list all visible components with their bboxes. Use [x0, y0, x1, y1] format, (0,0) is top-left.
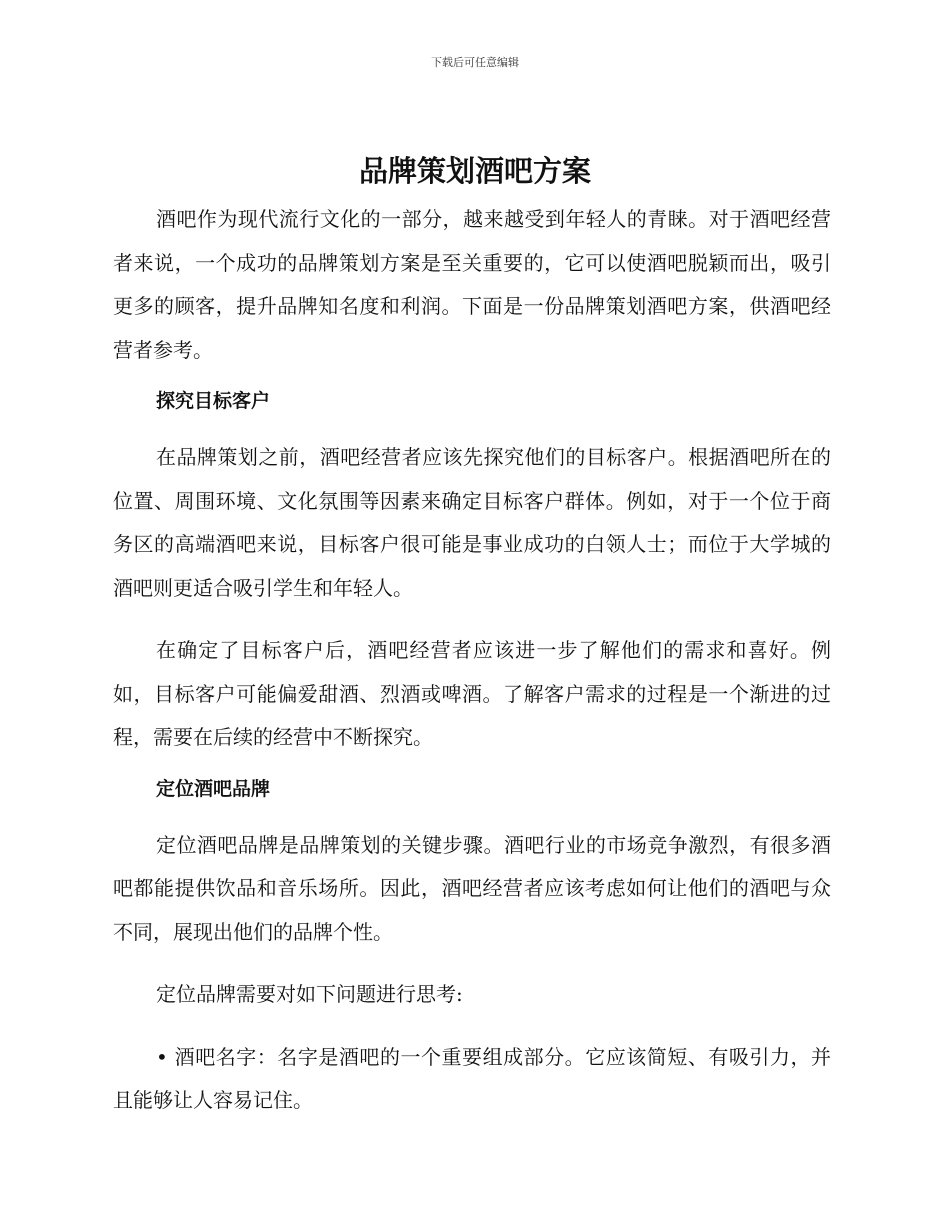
paragraph-target-customers: 在品牌策划之前，酒吧经营者应该先探究他们的目标客户。根据酒吧所在的位置、周围环境、文化氛围等因素来确定目标客户群体。例如，对于一个位于商务区的高端酒吧来说，目标客户很可能是事业成功的白领人士；而位于大学城的酒吧则更适合吸引学生和年轻人。: [113, 445, 831, 600]
page-header-note: 下载后可任意编辑: [431, 56, 519, 69]
paragraph-customer-needs: 在确定了目标客户后，酒吧经营者应该进一步了解他们的需求和喜好。例如，目标客户可能偏爱甜酒、烈酒或啤酒。了解客户需求的过程是一个渐进的过程，需要在后续的经营中不断探究。: [113, 638, 831, 749]
section-heading-target-customers: 探究目标客户: [156, 390, 271, 412]
paragraph-positioning-questions: 定位品牌需要对如下问题进行思考:: [156, 982, 463, 1006]
paragraph-brand-positioning: 定位酒吧品牌是品牌策划的关键步骤。酒吧行业的市场竞争激烈，有很多酒吧都能提供饮品和音乐场所。因此，酒吧经营者应该考虑如何让他们的酒吧与众不同，展现出他们的品牌个性。: [113, 832, 831, 944]
intro-paragraph: 酒吧作为现代流行文化的一部分，越来越受到年轻人的青睐。对于酒吧经营者来说，一个成功的品牌策划方案是至关重要的，它可以使酒吧脱颖而出，吸引更多的顾客，提升品牌知名度和利润。下面是一份品牌策划酒吧方案，供酒吧经营者参考。: [113, 207, 831, 362]
document-body: [113, 198, 831, 1123]
bullet-bar-name: • 酒吧名字：名字是酒吧的一个重要组成部分。它应该简短、有吸引力，并且能够让人容易记住。: [113, 1044, 831, 1112]
document-title: 品牌策划酒吧方案: [358, 154, 591, 188]
section-heading-brand-positioning: 定位酒吧品牌: [156, 777, 271, 800]
